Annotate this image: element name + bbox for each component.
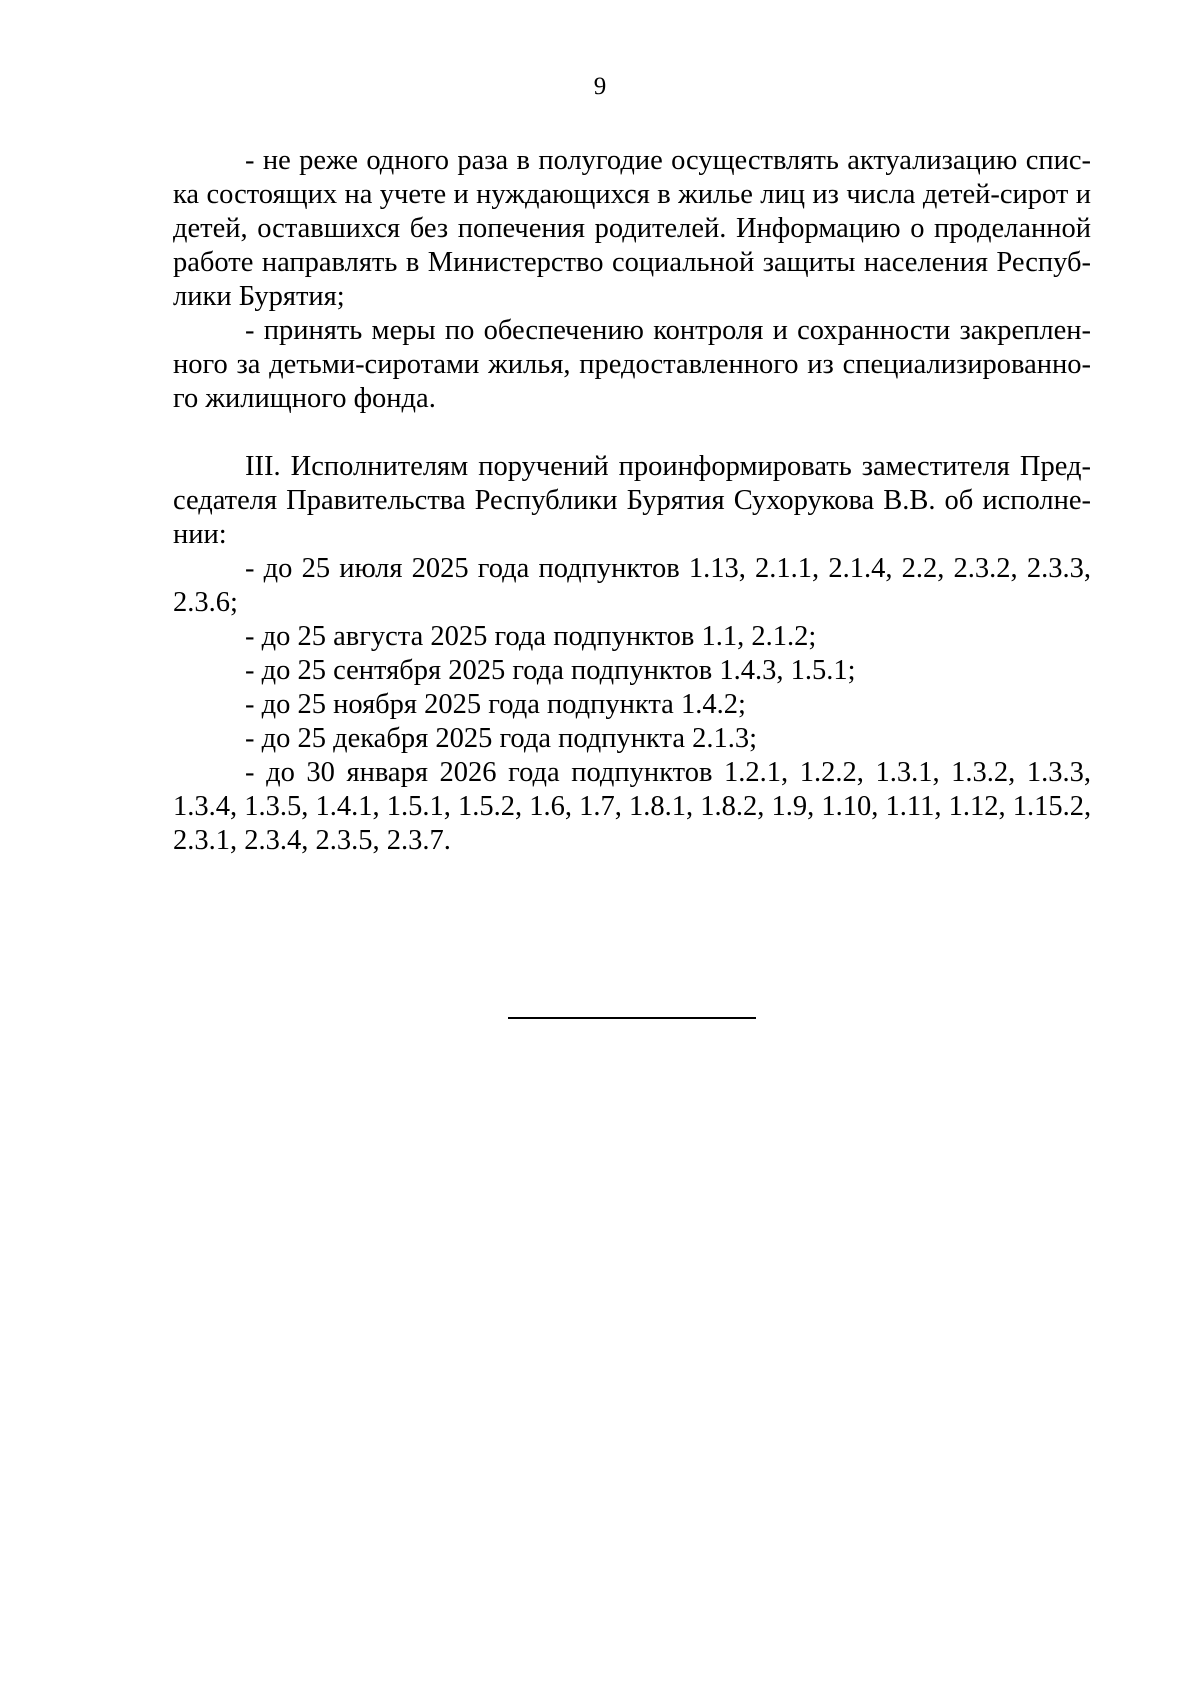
text-line: - до 30 января 2026 года подпунктов 1.2.1, 1.2.2, 1.3.1, 1.3.2, 1.3.3,	[245, 757, 1091, 788]
text-line: го жилищного фонда.	[173, 383, 436, 414]
paragraph-section-iii-intro	[173, 450, 1091, 552]
text-line: 2.3.1, 2.3.4, 2.3.5, 2.3.7.	[173, 825, 451, 856]
paragraph-housing-control	[173, 314, 1091, 416]
text-line: III. Исполнителям поручений проинформировать заместителя Пред-	[245, 451, 1091, 482]
paragraph-gap	[173, 416, 1091, 450]
deadline-item-january	[173, 756, 1091, 858]
text-line: - принять меры по обеспечению контроля и сохранности закреплен-	[245, 315, 1091, 346]
text-line: - до 25 ноября 2025 года подпункта 1.4.2;	[245, 689, 746, 720]
text-line: детей, оставшихся без попечения родителей. Информацию о проделанной	[173, 213, 1091, 244]
deadline-item-november	[173, 688, 1091, 722]
text-line: нии:	[173, 519, 227, 550]
deadline-item-august	[173, 620, 1091, 654]
text-line: работе направлять в Министерство социальной защиты населения Респуб-	[173, 247, 1091, 278]
text-line: 2.3.6;	[173, 587, 238, 618]
text-line: 1.3.4, 1.3.5, 1.4.1, 1.5.1, 1.5.2, 1.6, 1.7, 1.8.1, 1.8.2, 1.9, 1.10, 1.11, 1.12, 1.15.2,	[173, 791, 1092, 822]
text-line: ка состоящих на учете и нуждающихся в жилье лиц из числа детей-сирот и	[173, 179, 1091, 210]
document-body	[173, 144, 1091, 858]
paragraph-update-list	[173, 144, 1091, 314]
deadline-item-july	[173, 552, 1091, 620]
page-number: 9	[593, 73, 607, 100]
deadline-item-december	[173, 722, 1091, 756]
text-line: - до 25 июля 2025 года подпунктов 1.13, 2.1.1, 2.1.4, 2.2, 2.3.2, 2.3.3,	[245, 553, 1091, 584]
deadline-item-september	[173, 654, 1091, 688]
text-line: седателя Правительства Республики Бурятия Сухорукова В.В. об исполне-	[173, 485, 1091, 516]
text-line: - до 25 сентября 2025 года подпунктов 1.4.3, 1.5.1;	[245, 655, 856, 686]
text-line: - до 25 августа 2025 года подпунктов 1.1, 2.1.2;	[245, 621, 817, 652]
text-line: ного за детьми-сиротами жилья, предоставленного из специализированно-	[173, 349, 1091, 380]
text-line: - до 25 декабря 2025 года подпункта 2.1.3;	[245, 723, 758, 754]
end-of-document-separator	[508, 1017, 756, 1019]
text-line: - не реже одного раза в полугодие осуществлять актуализацию спис-	[245, 145, 1091, 176]
text-line: лики Бурятия;	[173, 281, 345, 312]
